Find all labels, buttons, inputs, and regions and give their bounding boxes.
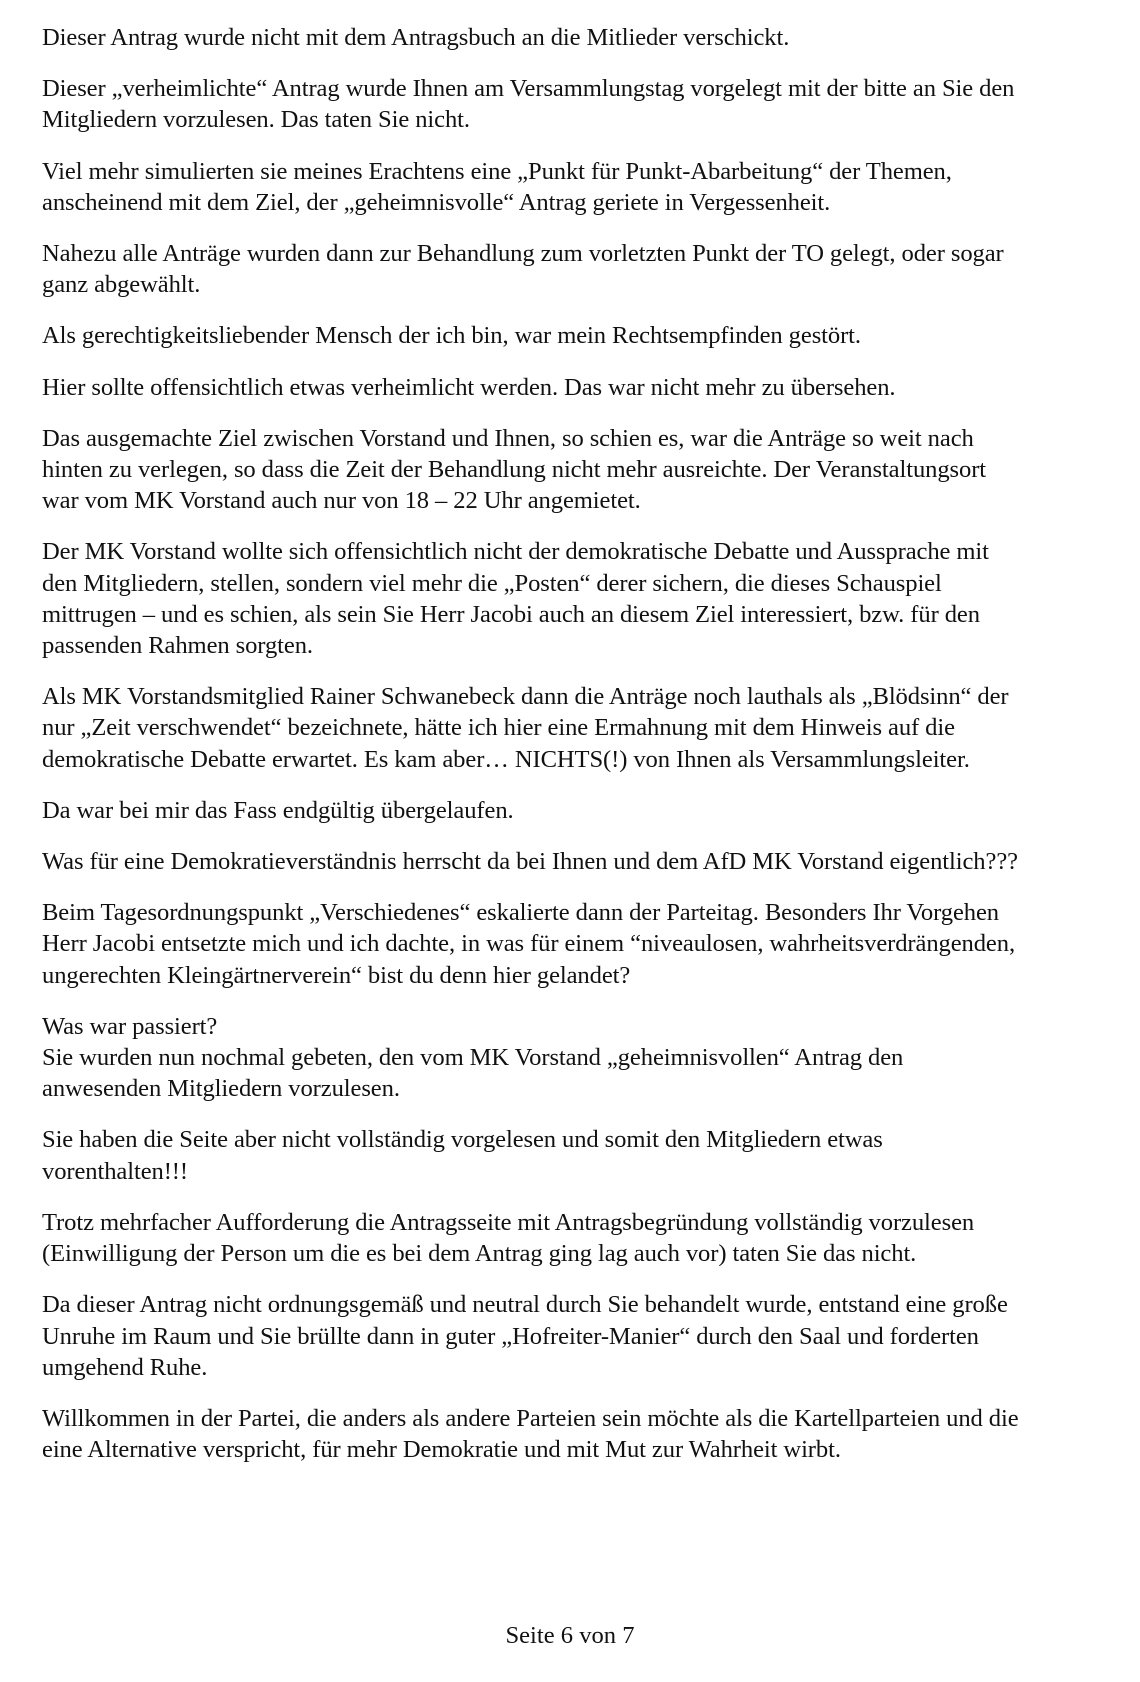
page-footer (0, 1620, 1140, 1651)
paragraph-8: Der MK Vorstand wollte sich offensichtlich nicht der demokratische Debatte und Aussprache mit den Mitgliedern, stellen, sondern viel mehr die „Posten“ derer sichern, die dieses Schauspiel mittrugen – und es schien, als sein Sie Herr Jacobi auch an diesem Ziel interessiert, bzw. für den passenden Rahmen sorgten. (42, 538, 989, 660)
paragraph-7: Das ausgemachte Ziel zwischen Vorstand und Ihnen, so schien es, war die Anträge so weit nach hinten zu verlegen, so dass die Zeit der Behandlung nicht mehr ausreichte. Der Veranstaltungsort war vom MK Vorstand auch nur von 18 – 22 Uhr angemietet. (42, 424, 987, 515)
document-body (42, 22, 1122, 1485)
paragraph-15: Trotz mehrfacher Aufforderung die Antragsseite mit Antragsbegründung vollständig vorzulesen (Einwilligung der Person um die es bei dem Antrag ging lag auch vor) taten Sie das nicht. (42, 1208, 975, 1268)
paragraph-5: Als gerechtigkeitsliebender Mensch der ich bin, war mein Rechtsempfinden gestört. (42, 322, 861, 350)
paragraph-9: Als MK Vorstandsmitglied Rainer Schwanebeck dann die Anträge noch lauthals als „Blödsinn“ der nur „Zeit verschwendet“ bezeichnete, hätte ich hier eine Ermahnung mit dem Hinweis auf die demokratische Debatte erwartet. Es kam aber… NICHTS(!) von Ihnen als Versammlungsleiter. (42, 683, 1009, 773)
paragraph-11: Was für eine Demokratieverständnis herrscht da bei Ihnen und dem AfD MK Vorstand eigentlich??? (42, 848, 1018, 876)
paragraph-2: Dieser „verheimlichte“ Antrag wurde Ihnen am Versammlungstag vorgelegt mit der bitte an Sie den Mitgliedern vorzulesen. Das taten Sie nicht. (42, 75, 1015, 134)
paragraph-17: Willkommen in der Partei, die anders als andere Parteien sein möchte als die Kartellparteien und die eine Alternative verspricht, für mehr Demokratie und mit Mut zur Wahrheit wirbt. (42, 1404, 1019, 1464)
paragraph-10: Da war bei mir das Fass endgültig übergelaufen. (42, 796, 514, 824)
page-number: Seite 6 von 7 (505, 1622, 635, 1649)
paragraph-14: Sie haben die Seite aber nicht vollständig vorgelesen und somit den Mitgliedern etwas vorenthalten!!! (42, 1126, 883, 1185)
paragraph-4: Nahezu alle Anträge wurden dann zur Behandlung zum vorletzten Punkt der TO gelegt, oder sogar ganz abgewählt. (42, 240, 1004, 299)
paragraph-3: Viel mehr simulierten sie meines Erachtens eine „Punkt für Punkt-Abarbeitung“ der Themen, anscheinend mit dem Ziel, der „geheimnisvolle“ Antrag geriete in Vergessenheit. (42, 157, 952, 216)
paragraph-13: Was war passiert? Sie wurden nun nochmal gebeten, den vom MK Vorstand „geheimnisvollen“ Antrag den anwesenden Mitgliedern vorzulesen. (42, 1012, 904, 1103)
paragraph-6: Hier sollte offensichtlich etwas verheimlicht werden. Das war nicht mehr zu übersehen. (42, 373, 896, 401)
paragraph-1: Dieser Antrag wurde nicht mit dem Antragsbuch an die Mitlieder verschickt. (42, 24, 790, 51)
paragraph-12: Beim Tagesordnungspunkt „Verschiedenes“ eskalierte dann der Parteitag. Besonders Ihr Vorgehen Herr Jacobi entsetzte mich und ich dachte, in was für einem “niveaulosen, wahrheitsverdrängenden, ungerechten Kleingärtnerverein“ bist du denn hier gelandet? (42, 899, 1015, 989)
paragraph-16: Da dieser Antrag nicht ordnungsgemäß und neutral durch Sie behandelt wurde, entstand eine große Unruhe im Raum und Sie brüllte dann in guter „Hofreiter-Manier“ durch den Saal und forderten umgehend Ruhe. (42, 1291, 1008, 1381)
